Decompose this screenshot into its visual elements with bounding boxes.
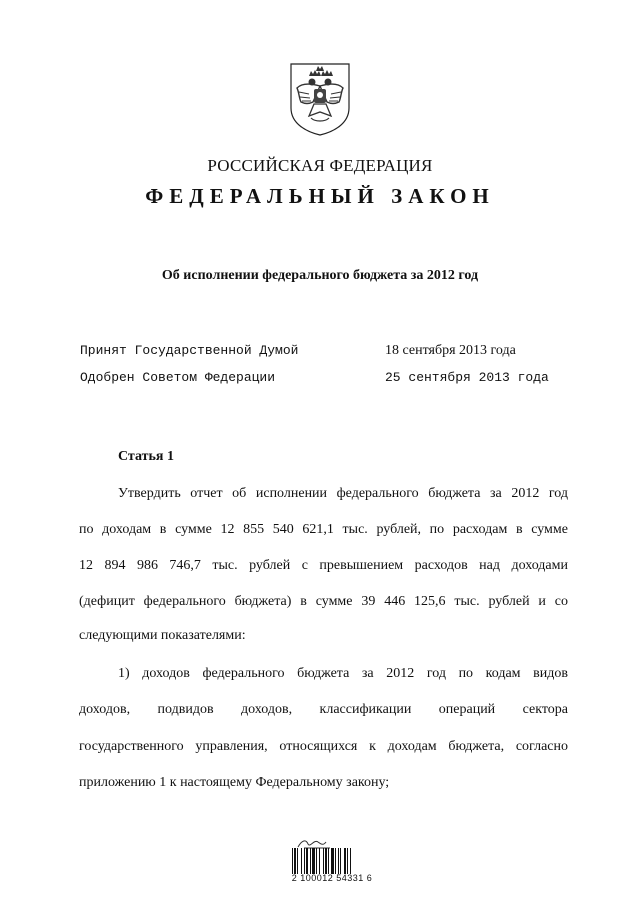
list-item-line: 1) доходов федерального бюджета за 2012 год по кодам видов — [118, 666, 568, 681]
duma-adoption-date: 18 сентября 2013 года — [385, 343, 516, 358]
paragraph-line: следующими показателями: — [79, 628, 246, 643]
list-item-line: доходов, подвидов доходов, классификации операций сектора — [79, 702, 568, 717]
barcode-number: 2 100012 54331 6 — [291, 873, 373, 883]
document-type: ФЕДЕРАЛЬНЫЙ ЗАКОН — [145, 184, 495, 208]
paragraph-line: Утвердить отчет об исполнении федерального бюджета за 2012 год — [118, 486, 568, 501]
paragraph-line: по доходам в сумме 12 855 540 621,1 тыс. рублей, по расходам в сумме — [79, 522, 568, 537]
list-item-line: государственного управления, относящихся к доходам бюджета, согласно — [79, 739, 568, 754]
country-name: РОССИЙСКАЯ ФЕДЕРАЦИЯ — [207, 156, 433, 175]
barcode-icon — [291, 848, 375, 874]
duma-adoption-label: Принят Государственной Думой — [80, 343, 299, 358]
council-approval-date: 25 сентября 2013 года — [385, 370, 549, 385]
paragraph-line: 12 894 986 746,7 тыс. рублей с превышением расходов над доходами — [79, 558, 568, 573]
law-title: Об исполнении федерального бюджета за 2012 год — [161, 268, 479, 283]
article-heading: Статья 1 — [118, 449, 174, 464]
coat-of-arms-emblem-icon — [287, 62, 353, 136]
council-approval-label: Одобрен Советом Федерации — [80, 370, 276, 385]
paragraph-line: (дефицит федерального бюджета) в сумме 39 446 125,6 тыс. рублей и со — [79, 594, 568, 609]
list-item-line: приложению 1 к настоящему Федеральному закону; — [79, 775, 390, 790]
